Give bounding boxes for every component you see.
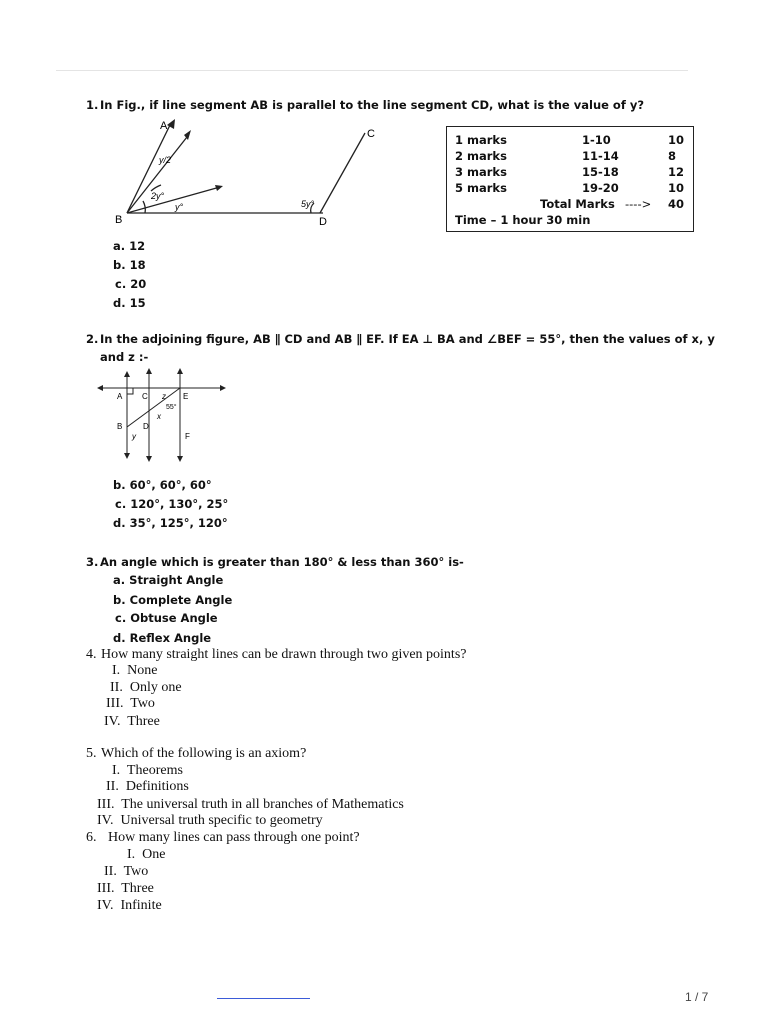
q4-option-2[interactable]: II. Only one bbox=[110, 680, 182, 695]
footer-link[interactable] bbox=[217, 998, 310, 999]
q2-label-x: x bbox=[157, 412, 161, 421]
q1-number: 1. bbox=[86, 98, 99, 112]
q6-number: 6. bbox=[86, 830, 97, 845]
q2-label-f: F bbox=[185, 432, 190, 441]
marks-row-4-marks: 5 marks bbox=[455, 181, 507, 195]
q3-option-a[interactable]: a. Straight Angle bbox=[113, 573, 224, 587]
q1-text: In Fig., if line segment AB is parallel to the line segment CD, what is the value of y? bbox=[100, 98, 645, 112]
q2-label-d: D bbox=[143, 422, 149, 431]
q5-text: Which of the following is an axiom? bbox=[101, 746, 307, 761]
q1-figure bbox=[115, 115, 385, 230]
q1-option-c[interactable]: c. 20 bbox=[115, 277, 147, 291]
q5-option-2[interactable]: II. Definitions bbox=[106, 779, 189, 794]
q1-option-a[interactable]: a. 12 bbox=[113, 239, 146, 253]
q1-label-y2: y/2 bbox=[159, 155, 172, 165]
exam-duration: Time – 1 hour 30 min bbox=[455, 213, 591, 227]
q1-option-b[interactable]: b. 18 bbox=[113, 258, 146, 272]
marks-row-3-count: 12 bbox=[668, 165, 685, 179]
q3-number: 3. bbox=[86, 555, 99, 569]
q2-label-55: 55° bbox=[166, 404, 177, 411]
marks-row-2-range: 11-14 bbox=[582, 149, 619, 163]
q2-label-y: y bbox=[132, 432, 136, 441]
marks-distribution-table bbox=[446, 126, 694, 232]
q1-label-a: A bbox=[160, 120, 168, 132]
q2-option-d[interactable]: d. 35°, 125°, 120° bbox=[113, 516, 228, 530]
q1-label-5y: 5y° bbox=[301, 199, 315, 209]
q1-label-c: C bbox=[367, 128, 375, 140]
q4-text: How many straight lines can be drawn through two given points? bbox=[101, 647, 467, 662]
q2-figure bbox=[97, 367, 227, 462]
q6-option-3[interactable]: III. Three bbox=[97, 881, 154, 896]
marks-row-2-count: 8 bbox=[668, 149, 677, 163]
marks-row-1-marks: 1 marks bbox=[455, 133, 507, 147]
marks-row-4-range: 19-20 bbox=[582, 181, 619, 195]
q2-option-b[interactable]: b. 60°, 60°, 60° bbox=[113, 478, 212, 492]
q5-option-1[interactable]: I. Theorems bbox=[112, 763, 183, 778]
q6-option-1[interactable]: I. One bbox=[127, 847, 166, 862]
total-marks-value: 40 bbox=[668, 197, 685, 211]
header-divider bbox=[56, 70, 688, 71]
q2-text-line2: and z :- bbox=[100, 350, 149, 364]
q2-number: 2. bbox=[86, 332, 99, 346]
q3-option-b[interactable]: b. Complete Angle bbox=[113, 593, 233, 607]
q2-label-z: z bbox=[162, 392, 166, 401]
marks-row-1-range: 1-10 bbox=[582, 133, 611, 147]
q1-label-d: D bbox=[319, 216, 327, 228]
q1-label-b: B bbox=[115, 214, 123, 226]
q6-text: How many lines can pass through one point? bbox=[108, 830, 360, 845]
q1-label-y: y° bbox=[175, 202, 184, 212]
q3-option-c[interactable]: c. Obtuse Angle bbox=[115, 611, 218, 625]
total-marks-label: Total Marks bbox=[540, 197, 615, 211]
marks-row-3-range: 15-18 bbox=[582, 165, 619, 179]
q4-option-4[interactable]: IV. Three bbox=[104, 714, 160, 729]
q4-option-1[interactable]: I. None bbox=[112, 663, 158, 678]
q5-option-3[interactable]: III. The universal truth in all branches of Mathematics bbox=[97, 797, 404, 812]
marks-row-2-marks: 2 marks bbox=[455, 149, 507, 163]
q2-option-c[interactable]: c. 120°, 130°, 25° bbox=[115, 497, 229, 511]
q3-option-d[interactable]: d. Reflex Angle bbox=[113, 631, 212, 645]
page-indicator: 1 / 7 bbox=[685, 990, 709, 1004]
q6-option-4[interactable]: IV. Infinite bbox=[97, 898, 162, 913]
q2-label-e: E bbox=[183, 392, 189, 401]
q2-text-line1: In the adjoining figure, AB ∥ CD and AB ∥ EF. If EA ⊥ BA and ∠BEF = 55°, then the values of x, y bbox=[100, 332, 715, 346]
q2-label-b: B bbox=[117, 422, 123, 431]
q2-label-a: A bbox=[117, 392, 123, 401]
marks-row-3-marks: 3 marks bbox=[455, 165, 507, 179]
q3-text: An angle which is greater than 180° & less than 360° is- bbox=[100, 555, 464, 569]
q2-label-c: C bbox=[142, 392, 148, 401]
q5-option-4[interactable]: IV. Universal truth specific to geometry bbox=[97, 813, 323, 828]
q5-number: 5. bbox=[86, 746, 97, 761]
q4-option-3[interactable]: III. Two bbox=[106, 696, 155, 711]
q4-number: 4. bbox=[86, 647, 97, 662]
q1-label-2y: 2y° bbox=[151, 191, 165, 201]
marks-row-4-count: 10 bbox=[668, 181, 685, 195]
total-marks-arrow: ----> bbox=[625, 197, 652, 211]
q6-option-2[interactable]: II. Two bbox=[104, 864, 149, 879]
q1-option-d[interactable]: d. 15 bbox=[113, 296, 146, 310]
marks-row-1-count: 10 bbox=[668, 133, 685, 147]
